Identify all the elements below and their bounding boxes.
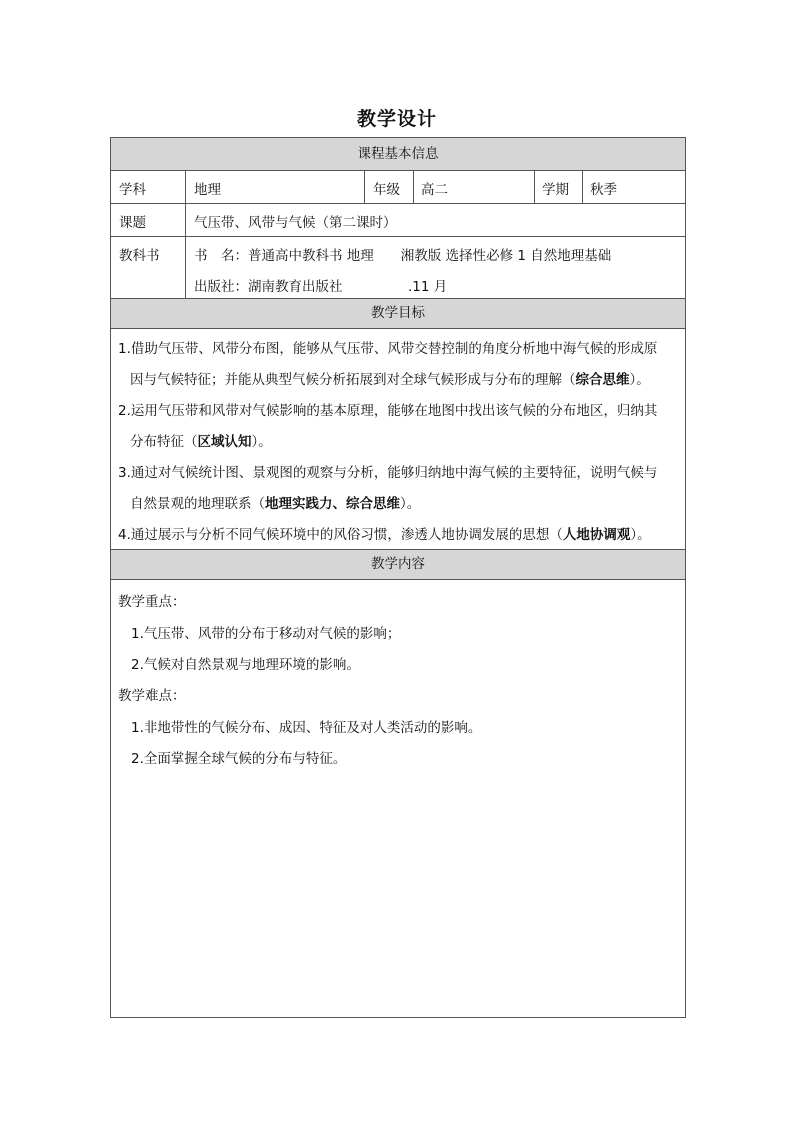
difficulty-2: 2.全面掌握全球气候的分布与特征。 xyxy=(131,751,347,767)
term-label: 学期 xyxy=(542,182,569,198)
objective-3: 3.通过对气候统计图、景观图的观察与分析，能够归纳地中海气候的主要特征，说明气候与 自然景观的地理联系（地理实践力、综合思维）。 xyxy=(118,465,658,512)
term-value: 秋季 xyxy=(590,182,617,198)
key-point-2: 2.气候对自然景观与地理环境的影响。 xyxy=(131,657,360,673)
textbook-label: 教科书 xyxy=(119,248,160,264)
section-header-objectives: 教学目标 xyxy=(111,299,685,328)
objective-4: 4.通过展示与分析不同气候环境中的风俗习惯，渗透人地协调发展的思想（人地协调观）。 xyxy=(118,527,651,543)
lesson-plan-table xyxy=(110,137,686,1018)
section-header-basic-info: 课程基本信息 xyxy=(111,138,685,170)
grade-label: 年级 xyxy=(373,182,400,198)
topic-value: 气压带、风带与气候（第二课时） xyxy=(194,215,397,231)
objective-1: 1.借助气压带、风带分布图，能够从气压带、风带交替控制的角度分析地中海气候的形成原 因与气候特征；并能从典型气候分析拓展到对全球气候形成与分布的理解（综合思维）。 xyxy=(118,341,658,388)
subject-label: 学科 xyxy=(119,182,146,198)
textbook-publisher: 出版社：湖南教育出版社 xyxy=(194,279,343,295)
textbook-name: 书 名：普通高中教科书 地理 湘教版 选择性必修 1 自然地理基础 xyxy=(194,248,612,264)
subject-value: 地理 xyxy=(194,182,221,198)
difficulty-1: 1.非地带性的气候分布、成因、特征及对人类活动的影响。 xyxy=(131,720,482,736)
textbook-publish-date: .11 月 xyxy=(408,279,448,295)
difficulties-label: 教学难点： xyxy=(118,688,186,704)
topic-label: 课题 xyxy=(119,215,146,231)
grade-value: 高二 xyxy=(421,182,448,198)
objective-2: 2.运用气压带和风带对气候影响的基本原理，能够在地图中找出该气候的分布地区，归纳其 分布特征（区域认知）。 xyxy=(118,403,658,450)
key-point-1: 1.气压带、风带的分布于移动对气候的影响； xyxy=(131,626,401,642)
document-title: 教学设计 xyxy=(356,108,437,130)
section-header-content: 教学内容 xyxy=(111,550,685,579)
key-points-label: 教学重点： xyxy=(118,594,186,610)
